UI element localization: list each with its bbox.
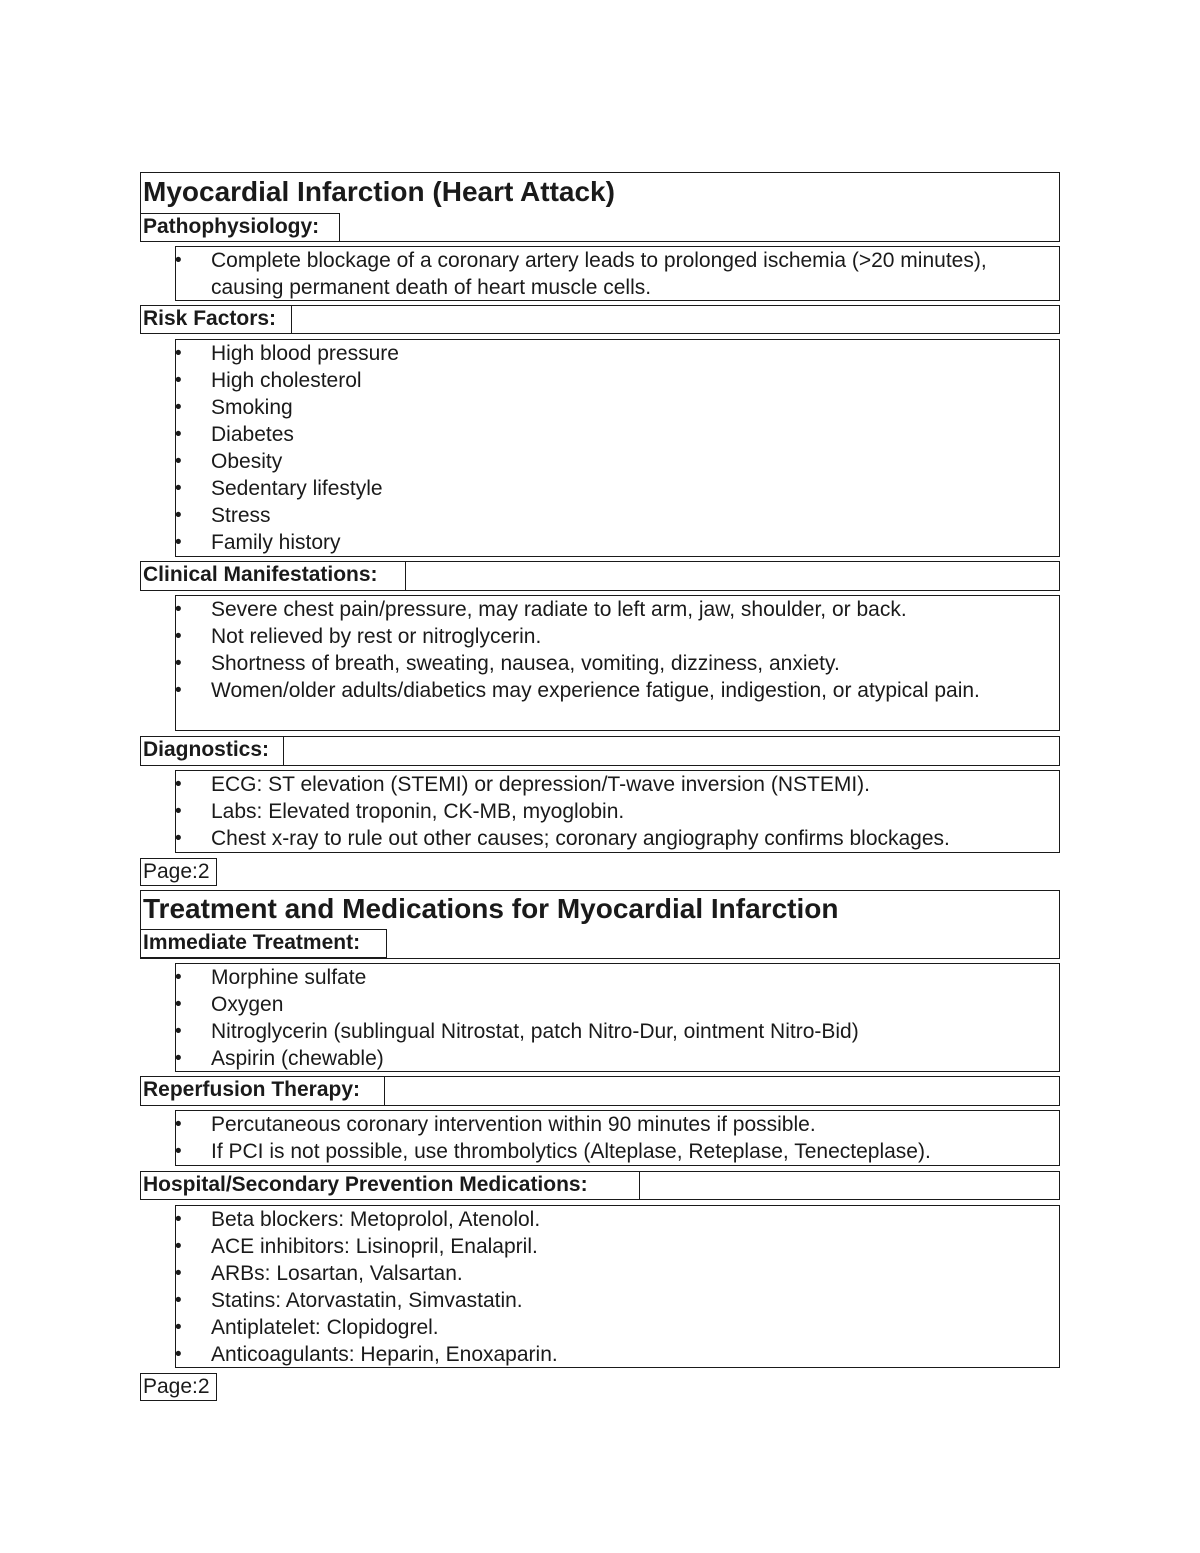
list-item: • Women/older adults/diabetics may experience fatigue, indigestion, or atypical pain. [176, 677, 1036, 704]
list-item: • High cholesterol [176, 367, 1036, 394]
list-item: • Chest x-ray to rule out other causes; coronary angiography confirms blockages. [176, 825, 1056, 852]
list-item: • Complete blockage of a coronary artery leads to prolonged ischemia (>20 minutes), causing permanent death of heart muscle cells. [176, 247, 1006, 301]
list-item: • Obesity [176, 448, 1036, 475]
diagnostics-heading-box [140, 736, 284, 766]
diagnostics-list [176, 771, 1056, 852]
list-item: • Nitroglycerin (sublingual Nitrostat, patch Nitro-Dur, ointment Nitro-Bid) [176, 1018, 1036, 1045]
diagnostics-heading: Diagnostics: [143, 738, 270, 761]
page-number-label: Page:2 [140, 858, 217, 886]
reperfusion-heading-box [140, 1076, 385, 1106]
document-title: Myocardial Infarction (Heart Attack) [143, 176, 615, 207]
page-number-label: Page:2 [140, 1373, 217, 1401]
list-item: • High blood pressure [176, 340, 1036, 367]
list-item: • Shortness of breath, sweating, nausea, vomiting, dizziness, anxiety. [176, 650, 1036, 677]
list-item: • Oxygen [176, 991, 1036, 1018]
clinical-manifestations-heading: Clinical Manifestations: [143, 563, 378, 586]
list-item: • Beta blockers: Metoprolol, Atenolol. [176, 1206, 1036, 1233]
list-item: • Aspirin (chewable) [176, 1045, 1036, 1072]
reperfusion-heading: Reperfusion Therapy: [143, 1078, 361, 1101]
secondary-prevention-list [176, 1206, 1036, 1368]
treatment-title: Treatment and Medications for Myocardial Infarction [143, 893, 839, 924]
pathophysiology-heading-box [140, 213, 340, 242]
risk-factors-heading: Risk Factors: [143, 307, 277, 330]
list-item: • Diabetes [176, 421, 1036, 448]
reperfusion-list [176, 1111, 1056, 1165]
list-item: • Not relieved by rest or nitroglycerin. [176, 623, 1036, 650]
list-item: • ECG: ST elevation (STEMI) or depression/T-wave inversion (NSTEMI). [176, 771, 1056, 798]
clinical-manifestations-heading-box [140, 561, 406, 591]
secondary-prevention-heading: Hospital/Secondary Prevention Medications: [143, 1173, 588, 1196]
pathophysiology-list [176, 247, 1006, 301]
list-item: • Family history [176, 529, 1036, 556]
list-item: • ACE inhibitors: Lisinopril, Enalapril. [176, 1233, 1036, 1260]
list-item: • Sedentary lifestyle [176, 475, 1036, 502]
list-item: • Antiplatelet: Clopidogrel. [176, 1314, 1036, 1341]
secondary-prevention-heading-box [140, 1171, 640, 1200]
list-item: • Statins: Atorvastatin, Simvastatin. [176, 1287, 1036, 1314]
list-item: • ARBs: Losartan, Valsartan. [176, 1260, 1036, 1287]
immediate-treatment-heading: Immediate Treatment: [143, 931, 361, 954]
pathophysiology-heading: Pathophysiology: [143, 215, 320, 238]
list-item: • Stress [176, 502, 1036, 529]
risk-factors-list [176, 340, 1036, 556]
list-item: • Severe chest pain/pressure, may radiate to left arm, jaw, shoulder, or back. [176, 596, 1036, 623]
list-item: • Percutaneous coronary intervention within 90 minutes if possible. [176, 1111, 1056, 1138]
list-item: • Smoking [176, 394, 1036, 421]
risk-factors-heading-box [140, 305, 292, 334]
immediate-treatment-list [176, 964, 1036, 1072]
list-item: • If PCI is not possible, use thrombolytics (Alteplase, Reteplase, Tenecteplase). [176, 1138, 1056, 1165]
list-item: • Labs: Elevated troponin, CK-MB, myoglobin. [176, 798, 1056, 825]
list-item: • Anticoagulants: Heparin, Enoxaparin. [176, 1341, 1036, 1368]
clinical-manifestations-list [176, 596, 1036, 704]
immediate-treatment-heading-box [140, 929, 387, 958]
list-item: • Morphine sulfate [176, 964, 1036, 991]
